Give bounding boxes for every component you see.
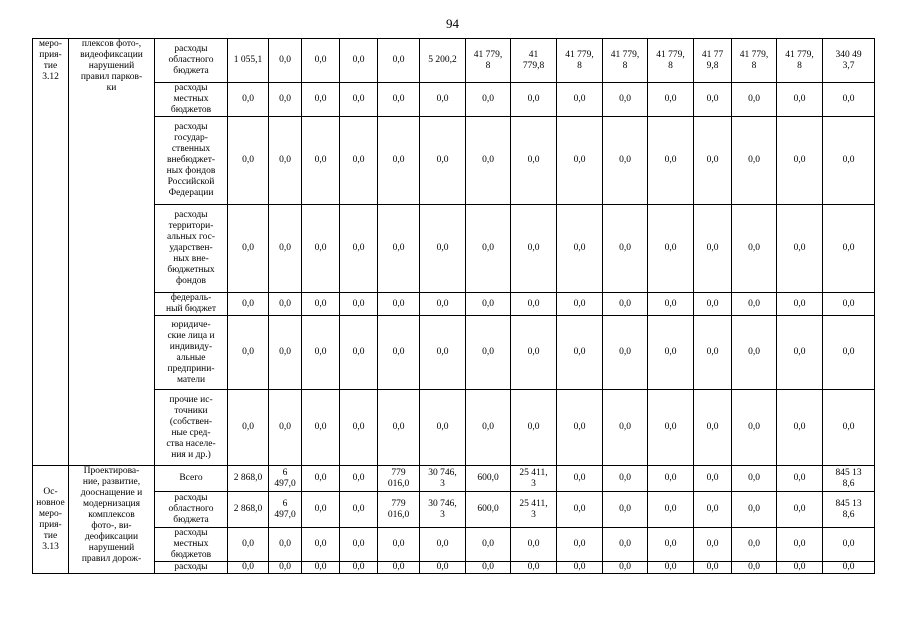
value-cell: 0,0: [732, 528, 777, 562]
value-cell: 0,0: [648, 117, 694, 205]
value-cell: 0,0: [466, 117, 511, 205]
page-number: 94: [446, 16, 459, 31]
value-cell: 0,0: [648, 562, 694, 574]
value-cell: 0,0: [420, 117, 466, 205]
value-cell: 0,0: [603, 117, 648, 205]
value-cell: 0,0: [777, 562, 823, 574]
value-cell: 0,0: [302, 466, 340, 492]
value-cell: 0,0: [302, 390, 340, 466]
measure-name: Проектирова- ние, развитие, дооснащение и модернизация комплексов фото-, ви- деофиксации нарушений правил дорож-: [69, 466, 155, 574]
value-cell: 0,0: [269, 83, 302, 117]
table-row: [33, 316, 875, 390]
value-cell: 0,0: [557, 390, 603, 466]
value-cell: 0,0: [557, 316, 603, 390]
value-cell: 0,0: [269, 205, 302, 293]
budget-table-body: [33, 39, 875, 574]
value-cell: 779 016,0: [378, 466, 420, 492]
funding-source-label: федераль- ный бюджет: [155, 293, 228, 316]
funding-source-label: расходы: [155, 562, 228, 574]
value-cell: 0,0: [648, 466, 694, 492]
value-cell: 41 779,8: [511, 39, 557, 83]
value-cell: 0,0: [340, 205, 378, 293]
value-cell: 0,0: [466, 390, 511, 466]
value-cell: 0,0: [228, 390, 269, 466]
value-cell: 0,0: [302, 492, 340, 528]
value-cell: 0,0: [420, 528, 466, 562]
value-cell: 0,0: [694, 117, 732, 205]
value-cell: 0,0: [694, 293, 732, 316]
funding-source-label: расходы местных бюджетов: [155, 528, 228, 562]
table-row: [33, 39, 875, 83]
value-cell: 41 779, 8: [777, 39, 823, 83]
value-cell: 0,0: [777, 466, 823, 492]
value-cell: 0,0: [603, 83, 648, 117]
value-cell: 0,0: [511, 83, 557, 117]
value-cell: 0,0: [777, 83, 823, 117]
value-cell: 0,0: [648, 492, 694, 528]
value-cell: 0,0: [694, 492, 732, 528]
funding-source-label: расходы территори- альных гос- ударствен- ных вне- бюджетных фондов: [155, 205, 228, 293]
table-row: [33, 83, 875, 117]
value-cell: 30 746, 3: [420, 466, 466, 492]
table-row: [33, 390, 875, 466]
value-cell: 0,0: [511, 205, 557, 293]
value-cell: 0,0: [511, 316, 557, 390]
value-cell: 0,0: [302, 562, 340, 574]
value-cell: 0,0: [302, 528, 340, 562]
value-cell: 0,0: [823, 205, 875, 293]
value-cell: 0,0: [603, 562, 648, 574]
value-cell: 0,0: [823, 83, 875, 117]
value-cell: 0,0: [269, 39, 302, 83]
value-cell: 0,0: [732, 466, 777, 492]
value-cell: 0,0: [777, 205, 823, 293]
value-cell: 41 779, 8: [603, 39, 648, 83]
value-cell: 600,0: [466, 492, 511, 528]
value-cell: 340 49 3,7: [823, 39, 875, 83]
value-cell: 0,0: [420, 562, 466, 574]
value-cell: 0,0: [694, 528, 732, 562]
measure-name: плексов фото-, видеофиксации нарушений правил парков- ки: [69, 39, 155, 466]
budget-table: [32, 38, 875, 574]
value-cell: 0,0: [557, 562, 603, 574]
value-cell: 25 411, 3: [511, 466, 557, 492]
value-cell: 0,0: [557, 83, 603, 117]
funding-source-label: расходы областного бюджета: [155, 39, 228, 83]
value-cell: 0,0: [228, 562, 269, 574]
value-cell: 0,0: [228, 205, 269, 293]
value-cell: 0,0: [777, 117, 823, 205]
value-cell: 0,0: [466, 316, 511, 390]
value-cell: 0,0: [228, 293, 269, 316]
value-cell: 0,0: [603, 316, 648, 390]
value-cell: 0,0: [420, 293, 466, 316]
value-cell: 0,0: [378, 205, 420, 293]
value-cell: 0,0: [732, 562, 777, 574]
value-cell: 0,0: [777, 293, 823, 316]
value-cell: 600,0: [466, 466, 511, 492]
measure-code: меро- прия- тие 3.12: [33, 39, 69, 466]
value-cell: 0,0: [340, 293, 378, 316]
value-cell: 0,0: [777, 528, 823, 562]
measure-code: Ос- новное меро- прия- тие 3.13: [33, 466, 69, 574]
value-cell: 0,0: [648, 293, 694, 316]
value-cell: 0,0: [228, 528, 269, 562]
value-cell: 0,0: [511, 562, 557, 574]
value-cell: 6 497,0: [269, 466, 302, 492]
value-cell: 0,0: [378, 293, 420, 316]
value-cell: 0,0: [823, 390, 875, 466]
value-cell: 0,0: [557, 492, 603, 528]
value-cell: 1 055,1: [228, 39, 269, 83]
value-cell: 0,0: [340, 528, 378, 562]
value-cell: 0,0: [228, 316, 269, 390]
value-cell: 41 77 9,8: [694, 39, 732, 83]
value-cell: 0,0: [511, 117, 557, 205]
value-cell: 0,0: [340, 390, 378, 466]
value-cell: 0,0: [378, 390, 420, 466]
value-cell: 6 497,0: [269, 492, 302, 528]
value-cell: 0,0: [228, 83, 269, 117]
value-cell: 0,0: [378, 39, 420, 83]
value-cell: 779 016,0: [378, 492, 420, 528]
value-cell: 0,0: [694, 205, 732, 293]
funding-source-label: юридиче- ские лица и индивиду- альные предприни- матели: [155, 316, 228, 390]
value-cell: 0,0: [340, 492, 378, 528]
value-cell: 0,0: [557, 466, 603, 492]
value-cell: 41 779, 8: [648, 39, 694, 83]
value-cell: 0,0: [302, 293, 340, 316]
value-cell: 0,0: [466, 205, 511, 293]
value-cell: 25 411, 3: [511, 492, 557, 528]
value-cell: 0,0: [648, 205, 694, 293]
value-cell: 0,0: [648, 528, 694, 562]
value-cell: 41 779, 8: [466, 39, 511, 83]
value-cell: 0,0: [511, 528, 557, 562]
value-cell: 0,0: [466, 528, 511, 562]
value-cell: 0,0: [603, 390, 648, 466]
value-cell: 0,0: [511, 293, 557, 316]
value-cell: 2 868,0: [228, 466, 269, 492]
value-cell: 0,0: [302, 205, 340, 293]
table-row: [33, 205, 875, 293]
value-cell: 0,0: [378, 117, 420, 205]
value-cell: 845 13 8,6: [823, 492, 875, 528]
value-cell: 0,0: [466, 293, 511, 316]
value-cell: 0,0: [823, 293, 875, 316]
value-cell: 0,0: [694, 466, 732, 492]
value-cell: 0,0: [732, 117, 777, 205]
value-cell: 0,0: [557, 528, 603, 562]
value-cell: 0,0: [603, 293, 648, 316]
value-cell: 0,0: [732, 293, 777, 316]
value-cell: 0,0: [648, 390, 694, 466]
value-cell: 0,0: [694, 83, 732, 117]
value-cell: 0,0: [557, 205, 603, 293]
value-cell: 41 779, 8: [732, 39, 777, 83]
value-cell: 0,0: [269, 293, 302, 316]
value-cell: 0,0: [557, 293, 603, 316]
value-cell: 0,0: [603, 528, 648, 562]
value-cell: 0,0: [694, 390, 732, 466]
value-cell: 0,0: [302, 316, 340, 390]
funding-source-label: расходы местных бюджетов: [155, 83, 228, 117]
table-row: [33, 492, 875, 528]
value-cell: 0,0: [340, 117, 378, 205]
value-cell: 5 200,2: [420, 39, 466, 83]
value-cell: 0,0: [732, 205, 777, 293]
value-cell: 0,0: [340, 466, 378, 492]
value-cell: 2 868,0: [228, 492, 269, 528]
value-cell: 0,0: [302, 83, 340, 117]
value-cell: 0,0: [302, 39, 340, 83]
value-cell: 0,0: [269, 316, 302, 390]
value-cell: 0,0: [511, 390, 557, 466]
value-cell: 0,0: [603, 205, 648, 293]
value-cell: 0,0: [378, 83, 420, 117]
value-cell: 0,0: [269, 562, 302, 574]
value-cell: 0,0: [378, 316, 420, 390]
value-cell: 845 13 8,6: [823, 466, 875, 492]
value-cell: 0,0: [420, 390, 466, 466]
value-cell: 0,0: [269, 528, 302, 562]
value-cell: 0,0: [269, 390, 302, 466]
table-row: [33, 466, 875, 492]
value-cell: 0,0: [694, 562, 732, 574]
value-cell: 0,0: [378, 528, 420, 562]
value-cell: 30 746, 3: [420, 492, 466, 528]
value-cell: 0,0: [466, 83, 511, 117]
value-cell: 0,0: [777, 316, 823, 390]
value-cell: 0,0: [420, 83, 466, 117]
value-cell: 0,0: [777, 492, 823, 528]
value-cell: 0,0: [557, 117, 603, 205]
funding-source-label: расходы областного бюджета: [155, 492, 228, 528]
value-cell: 0,0: [648, 316, 694, 390]
value-cell: 0,0: [378, 562, 420, 574]
value-cell: 0,0: [823, 562, 875, 574]
value-cell: 0,0: [420, 316, 466, 390]
value-cell: 0,0: [823, 316, 875, 390]
value-cell: 0,0: [732, 390, 777, 466]
value-cell: 0,0: [420, 205, 466, 293]
table-row: [33, 293, 875, 316]
value-cell: 0,0: [340, 83, 378, 117]
value-cell: 0,0: [648, 83, 694, 117]
funding-source-label: расходы государ- ственных внебюджет- ных фондов Российской Федерации: [155, 117, 228, 205]
value-cell: 0,0: [777, 390, 823, 466]
value-cell: 0,0: [732, 316, 777, 390]
table-row: [33, 528, 875, 562]
value-cell: 0,0: [302, 117, 340, 205]
value-cell: 0,0: [732, 492, 777, 528]
table-row: [33, 562, 875, 574]
value-cell: 0,0: [228, 117, 269, 205]
value-cell: 0,0: [603, 466, 648, 492]
value-cell: 0,0: [823, 117, 875, 205]
value-cell: 0,0: [340, 562, 378, 574]
value-cell: 0,0: [732, 83, 777, 117]
funding-source-label: Всего: [155, 466, 228, 492]
value-cell: 0,0: [340, 39, 378, 83]
value-cell: 0,0: [269, 117, 302, 205]
value-cell: 0,0: [340, 316, 378, 390]
value-cell: 41 779, 8: [557, 39, 603, 83]
table-row: [33, 117, 875, 205]
funding-source-label: прочие ис- точники (собствен- ные сред- ства населе- ния и др.): [155, 390, 228, 466]
value-cell: 0,0: [694, 316, 732, 390]
value-cell: 0,0: [823, 528, 875, 562]
value-cell: 0,0: [466, 562, 511, 574]
value-cell: 0,0: [603, 492, 648, 528]
